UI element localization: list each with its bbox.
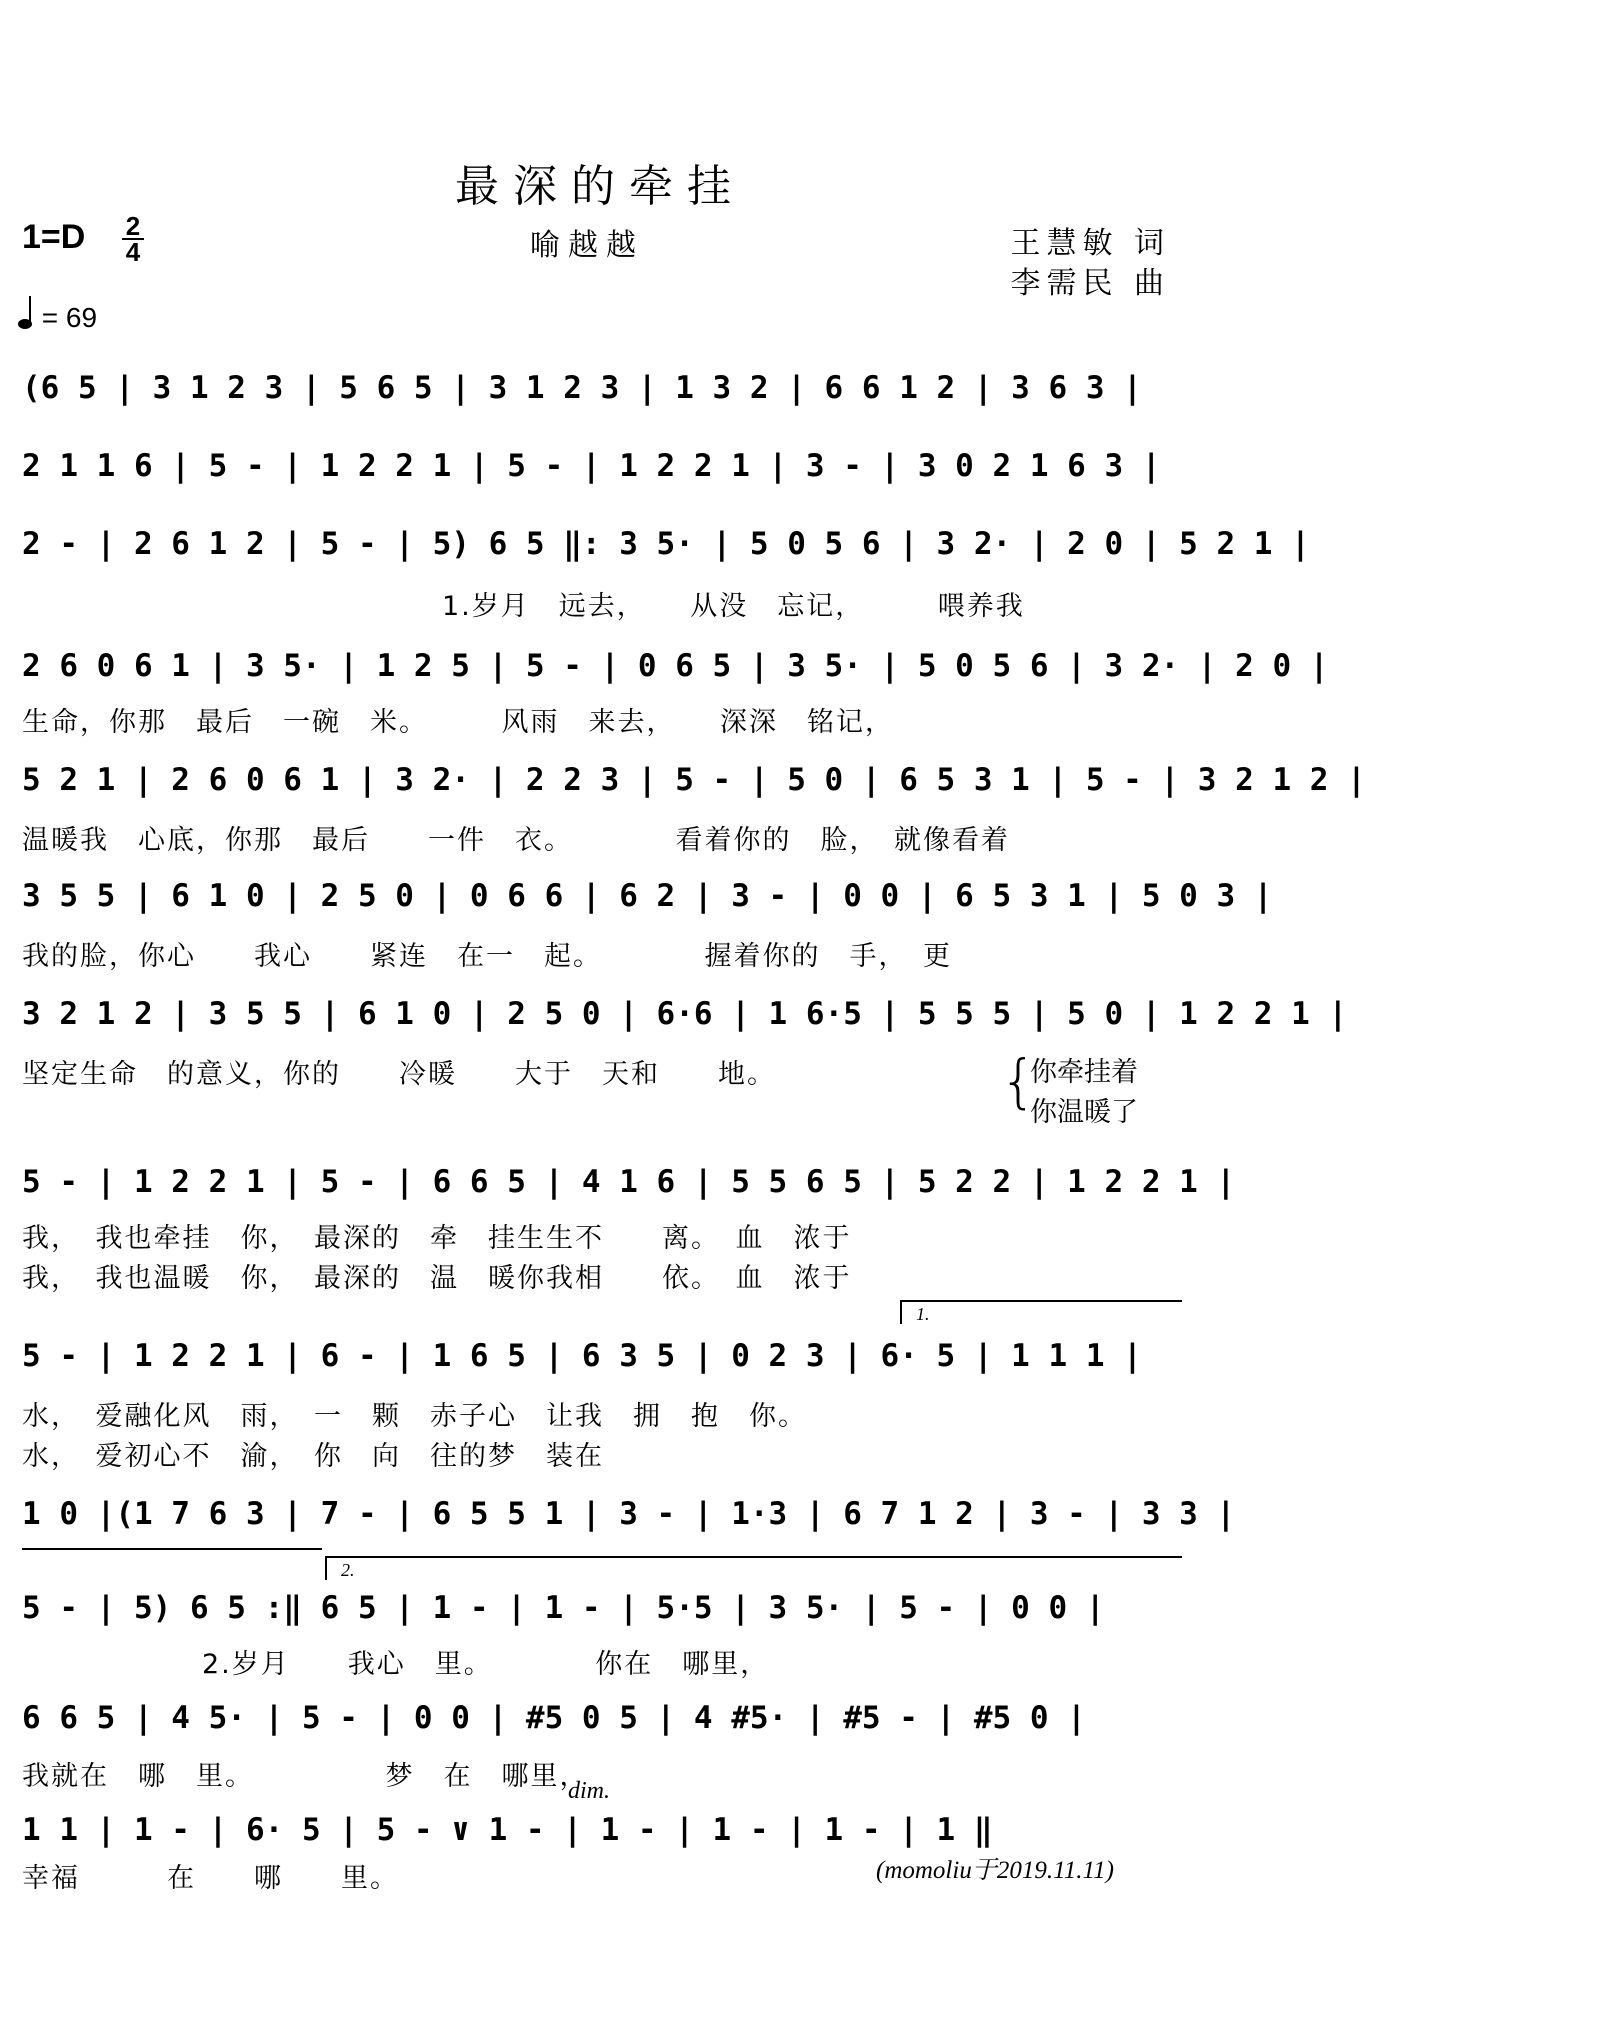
lyric-row-3: 1.岁月 远去， 从没 忘记， 喂养我 (442, 591, 1025, 622)
notation-row-7: 3 2 1 2 | 3 5 5 | 6 1 0 | 2 5 0 | 6·6 | 1 6·5 | 5 5 5 | 5 0 | 1 2 2 1 | (22, 996, 1348, 1032)
tempo-value: = 69 (41, 302, 98, 333)
lyric-row-6: 我的脸，你心 我心 紧连 在一 起。 握着你的 手， 更 (22, 941, 952, 972)
notation-row-2: 2 1 1 6 | 5 - | 1 2 2 1 | 5 - | 1 2 2 1 | 3 - | 3 0 2 1 6 3 | (22, 448, 1161, 484)
lyricist-credit: 王慧敏 词 (1010, 226, 1170, 261)
notation-row-5: 5 2 1 | 2 6 0 6 1 | 3 2· | 2 2 3 | 5 - | 5 0 | 6 5 3 1 | 5 - | 3 2 1 2 | (22, 762, 1366, 798)
tempo-marking (18, 302, 97, 334)
notation-row-10: 1 0 |(1 7 6 3 | 7 - | 6 5 5 1 | 3 - | 1·3 | 6 7 1 2 | 3 - | 3 3 | (22, 1496, 1236, 1532)
lyric-row-11: 2.岁月 我心 里。 你在 哪里， (202, 1649, 770, 1680)
notation-row-1: (6 5 | 3 1 2 3 | 5 6 5 | 3 1 2 3 | 1 3 2 | 6 6 1 2 | 3 6 3 | (22, 370, 1142, 406)
verse-brace: { (1000, 1047, 1037, 1115)
volta-2 (325, 1556, 1182, 1580)
volta-1 (900, 1300, 1182, 1324)
notation-row-8: 5 - | 1 2 2 1 | 5 - | 6 6 5 | 4 1 6 | 5 5 6 5 | 5 2 2 | 1 2 2 1 | (22, 1164, 1236, 1200)
volta-1-extension (22, 1548, 322, 1550)
note-stem (29, 296, 31, 324)
brace-line-1: 你牵挂着 (1030, 1057, 1138, 1088)
notation-row-4: 2 6 0 6 1 | 3 5· | 1 2 5 | 5 - | 0 6 5 | 3 5· | 5 0 5 6 | 3 2· | 2 0 | (22, 648, 1329, 684)
lyric-row-8: 我， 我也牵挂 你， 最深的 牵 挂生生不 离。 血 浓于 (22, 1223, 852, 1254)
lyric-row-7: 坚定生命 的意义，你的 冷暖 大于 天和 地。 (22, 1059, 776, 1090)
time-top: 2 (125, 211, 141, 241)
notation-row-13: 1 1 | 1 - | 6· 5 | 5 - ∨ 1 - | 1 - | 1 - | 1 - | 1 ‖ (22, 1812, 993, 1848)
lyric-row-8-alt: 我， 我也温暖 你， 最深的 温 暖你我相 依。 血 浓于 (22, 1263, 852, 1294)
transcriber-signature: (momoliu于2019.11.11) (876, 1857, 1114, 1884)
time-signature (122, 211, 144, 267)
volta-1-label: 1. (916, 1304, 930, 1324)
key-signature: 1=D (22, 218, 86, 256)
notation-row-3: 2 - | 2 6 1 2 | 5 - | 5) 6 5 ‖: 3 5· | 5 0 5 6 | 3 2· | 2 0 | 5 2 1 | (22, 526, 1310, 562)
lyric-row-4: 生命，你那 最后 一碗 米。 风雨 来去， 深深 铭记， (22, 707, 894, 738)
lyric-row-5: 温暖我 心底，你那 最后 一件 衣。 看着你的 脸， 就像看着 (22, 825, 1010, 856)
notation-row-6: 3 5 5 | 6 1 0 | 2 5 0 | 0 6 6 | 6 2 | 3 - | 0 0 | 6 5 3 1 | 5 0 3 | (22, 878, 1273, 914)
composer-credit: 李需民 曲 (1010, 266, 1170, 301)
song-title: 最深的牵挂 (455, 161, 745, 212)
notation-row-12: 6 6 5 | 4 5· | 5 - | 0 0 | #5 0 5 | 4 #5· | #5 - | #5 0 | (22, 1700, 1086, 1736)
brace-line-2: 你温暖了 (1030, 1097, 1138, 1128)
notation-row-9: 5 - | 1 2 2 1 | 6 - | 1 6 5 | 6 3 5 | 0 2 3 | 6· 5 | 1 1 1 | (22, 1338, 1142, 1374)
volta-2-label: 2. (341, 1560, 355, 1580)
lyric-row-9: 水， 爱融化风 雨， 一 颗 赤子心 让我 拥 抱 你。 (22, 1401, 807, 1432)
lyric-row-12: 我就在 哪 里。 梦 在 哪里， (22, 1761, 589, 1792)
singer-name: 喻越越 (530, 228, 644, 263)
dynamic-dim: dim. (568, 1778, 610, 1804)
lyric-row-13: 幸福 在 哪 里。 (22, 1863, 399, 1894)
time-bottom: 4 (122, 238, 144, 264)
notation-row-11: 5 - | 5) 6 5 :‖ 6 5 | 1 - | 1 - | 5·5 | 3 5· | 5 - | 0 0 | (22, 1590, 1105, 1626)
lyric-row-9-alt: 水， 爱初心不 渝， 你 向 往的梦 装在 (22, 1441, 604, 1472)
